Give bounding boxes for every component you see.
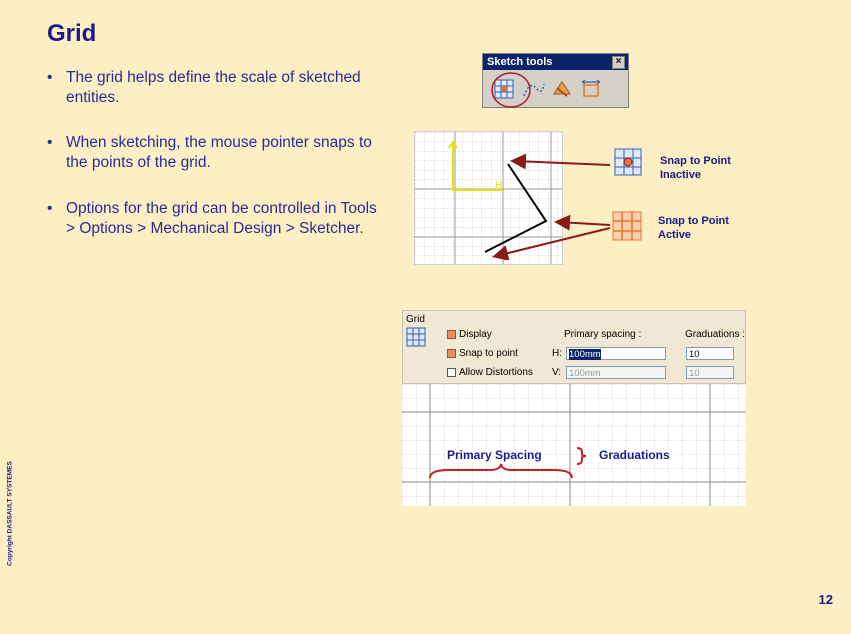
display-label: Display bbox=[459, 329, 492, 340]
v-spacing-input[interactable]: 100mm bbox=[566, 366, 666, 379]
primary-spacing-label: Primary spacing : bbox=[564, 329, 642, 340]
bullet-dot: • bbox=[47, 69, 53, 86]
snap-inactive-icon bbox=[614, 148, 642, 176]
snap-active-line2: Active bbox=[658, 229, 692, 241]
primary-spacing-caption: Primary Spacing bbox=[447, 448, 542, 462]
dimensional-constraints-button[interactable] bbox=[578, 76, 604, 102]
grid-preview bbox=[402, 384, 746, 506]
h-label: H: bbox=[552, 348, 562, 359]
snap-to-point-checkbox[interactable] bbox=[447, 349, 456, 358]
graduations-caption: Graduations bbox=[595, 448, 674, 462]
grid-options-header bbox=[402, 310, 746, 384]
v-graduations-input[interactable]: 10 bbox=[686, 366, 734, 379]
bullet-item bbox=[47, 133, 377, 173]
h-spacing-input[interactable] bbox=[566, 347, 666, 360]
svg-text:H: H bbox=[495, 180, 503, 191]
geometric-constraints-icon bbox=[549, 76, 575, 102]
snap-active-line1: Snap to Point bbox=[658, 215, 729, 227]
geometric-constraints-button[interactable] bbox=[549, 76, 575, 102]
grid-section-icon bbox=[406, 327, 426, 347]
page-title: Grid bbox=[47, 20, 97, 47]
snap-active-label bbox=[658, 214, 729, 242]
allow-distortions-label: Allow Distortions bbox=[459, 367, 533, 378]
snap-inactive-line2: Inactive bbox=[660, 169, 701, 181]
graduations-label: Graduations : bbox=[685, 329, 746, 340]
primary-spacing-brace bbox=[428, 462, 574, 482]
bullet-text: The grid helps define the scale of sketched entities. bbox=[66, 69, 361, 106]
copyright-text: Copyright DASSAULT SYSTEMES bbox=[6, 461, 14, 566]
snap-arrows bbox=[480, 150, 620, 260]
snap-inactive-label bbox=[660, 154, 731, 182]
page-number: 12 bbox=[818, 592, 833, 607]
section-title: Grid bbox=[406, 314, 425, 325]
bullet-text: When sketching, the mouse pointer snaps to the points of the grid. bbox=[66, 134, 372, 171]
toolbar-title-bar bbox=[483, 54, 628, 70]
snap-active-icon bbox=[612, 211, 642, 241]
h-graduations-input[interactable]: 10 bbox=[686, 347, 734, 360]
grid-options-panel bbox=[402, 310, 746, 506]
toolbar-title: Sketch tools bbox=[487, 56, 553, 68]
allow-distortions-checkbox[interactable] bbox=[447, 368, 456, 377]
v-label: V: bbox=[552, 367, 562, 378]
bullet-dot: • bbox=[47, 200, 53, 217]
highlight-circle bbox=[489, 70, 533, 110]
close-button[interactable]: × bbox=[612, 56, 625, 69]
bullet-text: Options for the grid can be controlled in Tools > Options > Mechanical Design > Sketcher. bbox=[66, 200, 377, 237]
graduations-brace bbox=[574, 446, 588, 466]
bullet-item bbox=[47, 68, 377, 108]
snap-inactive-line1: Snap to Point bbox=[660, 155, 731, 167]
dimensional-constraints-icon bbox=[578, 76, 604, 102]
h-spacing-value: 100mm bbox=[569, 349, 601, 360]
snap-to-point-label: Snap to point bbox=[459, 348, 518, 359]
bullet-dot: • bbox=[47, 134, 53, 151]
bullet-item bbox=[47, 199, 377, 239]
display-checkbox[interactable] bbox=[447, 330, 456, 339]
